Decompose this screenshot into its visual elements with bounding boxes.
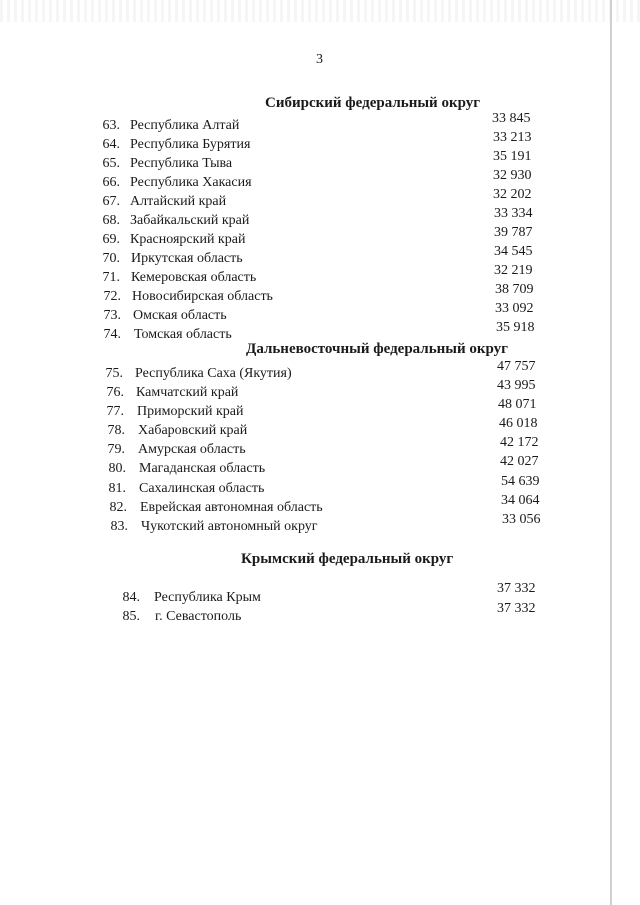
table-row [0,308,640,326]
region-value: 37 332 [497,601,536,616]
table-row [0,289,640,307]
table-row [0,251,640,269]
region-name: Магаданская область [139,461,266,476]
region-value: 54 639 [501,474,540,489]
row-number: 77. [106,404,124,419]
table-row [0,423,640,441]
row-number: 76. [106,385,124,400]
row-number: 65. [102,156,120,171]
row-number: 85. [122,609,140,624]
row-number: 68. [102,213,120,228]
table-row [0,137,640,155]
table-row [0,118,640,136]
region-value: 42 027 [500,454,539,469]
region-value: 33 092 [495,301,534,316]
region-name: Забайкальский край [130,213,250,228]
region-name: Республика Саха (Якутия) [135,366,292,381]
region-name: Кемеровская область [131,270,257,285]
region-name: Алтайский край [130,194,227,209]
row-number: 84. [122,590,140,605]
table-row [0,404,640,422]
table-row [0,442,640,460]
region-name: Красноярский край [130,232,246,247]
region-value: 33 334 [494,206,533,221]
row-number: 83. [110,519,128,534]
region-value: 32 202 [493,187,532,202]
table-row [0,500,640,518]
region-value: 34 064 [501,493,540,508]
region-value: 47 757 [497,359,536,374]
row-number: 81. [108,481,126,496]
row-number: 63. [102,118,120,133]
region-value: 46 018 [499,416,538,431]
region-name: Республика Бурятия [130,137,251,152]
region-name: Камчатский край [136,385,239,400]
table-row [0,590,640,608]
region-name: Приморский край [137,404,244,419]
section-heading-siberian: Сибирский федеральный округ [265,95,481,111]
row-number: 67. [102,194,120,209]
table-row [0,156,640,174]
region-name: Хабаровский край [138,423,248,438]
region-value: 48 071 [498,397,537,412]
region-name: г. Севастополь [155,609,242,624]
region-value: 38 709 [495,282,534,297]
region-value: 34 545 [494,244,533,259]
row-number: 73. [103,308,121,323]
section-heading-far-eastern: Дальневосточный федеральный округ [246,341,508,357]
scan-artifact-top [0,0,640,22]
row-number: 72. [103,289,121,304]
row-number: 82. [109,500,127,515]
row-number: 75. [105,366,123,381]
region-name: Томская область [134,327,232,342]
region-name: Амурская область [138,442,246,457]
row-number: 80. [108,461,126,476]
row-number: 66. [102,175,120,190]
row-number: 70. [102,251,120,266]
region-name: Еврейская автономная область [140,500,323,515]
region-name: Сахалинская область [139,481,265,496]
region-name: Республика Хакасия [130,175,252,190]
page-number: 3 [316,52,323,67]
region-name: Республика Алтай [130,118,240,133]
region-value: 32 219 [494,263,533,278]
region-value: 35 191 [493,149,532,164]
table-row [0,213,640,231]
region-name: Омская область [133,308,227,323]
table-row [0,175,640,193]
row-number: 64. [102,137,120,152]
table-row [0,481,640,499]
region-value: 33 056 [502,512,541,527]
region-name: Республика Крым [154,590,261,605]
table-row [0,366,640,384]
table-row [0,385,640,403]
region-value: 33 213 [493,130,532,145]
row-number: 71. [102,270,120,285]
region-value: 42 172 [500,435,539,450]
region-value: 35 918 [496,320,535,335]
table-row [0,461,640,479]
row-number: 69. [102,232,120,247]
region-name: Республика Тыва [130,156,233,171]
row-number: 74. [103,327,121,342]
section-heading-crimean: Крымский федеральный округ [241,551,454,567]
table-row [0,270,640,288]
row-number: 79. [107,442,125,457]
region-value: 39 787 [494,225,533,240]
region-name: Иркутская область [131,251,243,266]
table-row [0,609,640,627]
region-value: 33 845 [492,111,531,126]
table-row [0,519,640,537]
region-name: Новосибирская область [132,289,273,304]
region-value: 43 995 [497,378,536,393]
region-name: Чукотский автономный округ [141,519,318,534]
row-number: 78. [107,423,125,438]
region-value: 37 332 [497,581,536,596]
table-row [0,194,640,212]
region-value: 32 930 [493,168,532,183]
table-row [0,232,640,250]
